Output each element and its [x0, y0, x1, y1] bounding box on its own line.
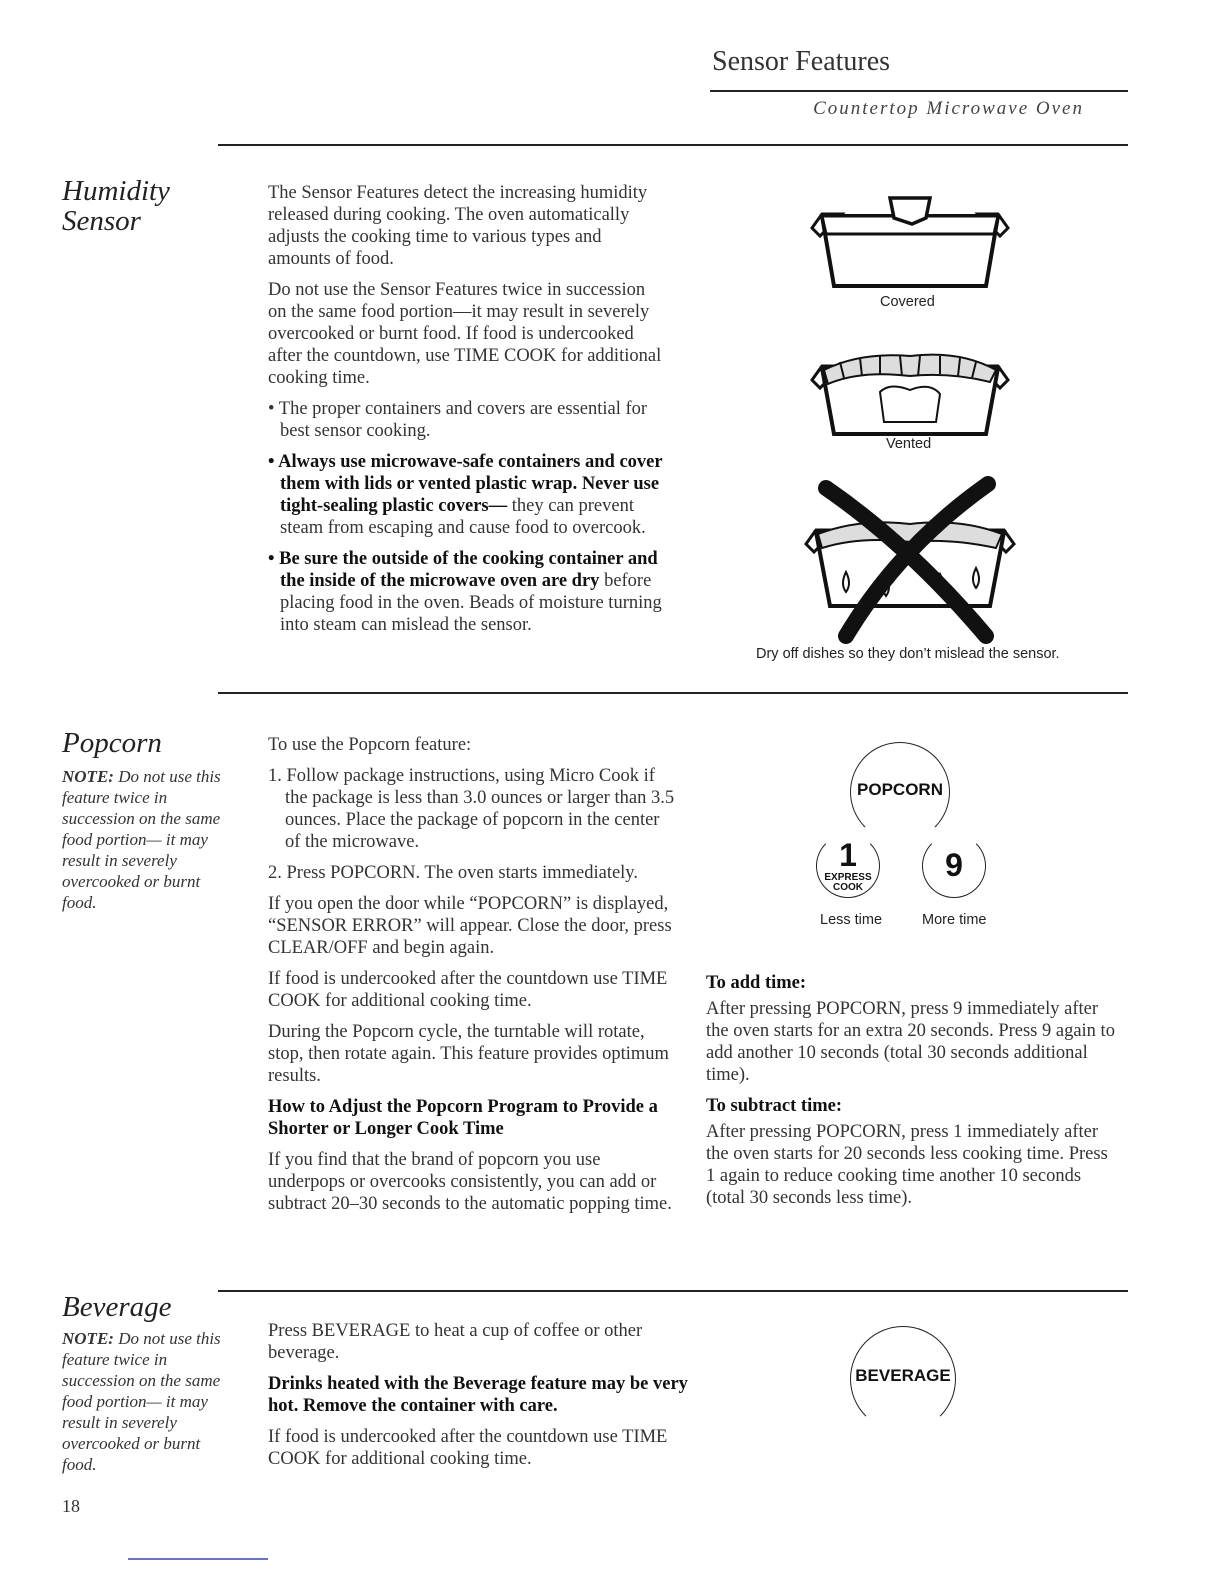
humidity-body [268, 182, 668, 645]
popcorn-intro: To use the Popcorn feature: [268, 735, 472, 755]
popcorn-step-1-text: Follow package instructions, using Micro Cook if the package is less than 3.0 ounces or larger than 3.5 ounces. Place the package of popcorn in the center of the microwave. [285, 766, 675, 852]
caption-vented: Vented [886, 436, 932, 452]
beverage-paragraph-1: Press BEVERAGE to heat a cup of coffee or other beverage. [268, 1321, 643, 1363]
humidity-bullet-3-bold: • Be sure the outside of the cooking container and the inside of the microwave oven are dry [268, 549, 658, 591]
humidity-bullet-2-rest: they can prevent steam from escaping and cause food to overcook. [280, 496, 646, 538]
more-time-label: More time [922, 912, 987, 928]
popcorn-step-2-number: 2. [268, 863, 282, 883]
subtract-time-heading: To subtract time: [706, 1096, 842, 1116]
section-rule-top [218, 144, 1128, 146]
beverage-button-label: BEVERAGE [855, 1366, 951, 1385]
subtract-time-text: After pressing POPCORN, press 1 immediately after the oven starts for 20 seconds less cooking time. Press 1 again to reduce cooking time another 10 seconds (total 30 seconds less time). [706, 1122, 1108, 1208]
footer-link-line [128, 1558, 268, 1560]
humidity-bullet-2-bold: • Always use microwave-safe containers and cover them with lids or vented plastic wrap. Never use tight-sealing plastic covers— [268, 452, 663, 516]
popcorn-step-2 [268, 862, 678, 884]
humidity-title-line2: Sensor [62, 205, 141, 237]
popcorn-note-label: NOTE: [62, 767, 114, 786]
humidity-bullet-3-rest: before placing food in the oven. Beads of moisture turning into steam can mislead the sensor. [280, 571, 662, 635]
add-time-text: After pressing POPCORN, press 9 immediately after the oven starts for an extra 20 seconds. Press 9 again to add another 10 seconds (total 30 seconds additional time). [706, 999, 1115, 1085]
humidity-sensor-title [62, 176, 170, 236]
humidity-bullet-3 [268, 548, 668, 636]
popcorn-step-1 [268, 765, 678, 853]
number-9-digit: 9 [945, 847, 963, 883]
popcorn-note-text: Do not use this feature twice in succession on the same food portion— it may result in severely overcooked or burnt food. [62, 767, 221, 912]
beverage-warning-wrap [268, 1373, 688, 1417]
page-number: 18 [62, 1496, 80, 1516]
add-time-heading-wrap [706, 972, 1116, 994]
popcorn-undercooked-paragraph: If food is undercooked after the countdown use TIME COOK for additional cooking time. [268, 969, 668, 1011]
express-cook-sub-1: EXPRESS [824, 872, 872, 883]
popcorn-time-adjust [706, 972, 1116, 1218]
popcorn-adjust-paragraph: If you find that the brand of popcorn you use underpops or overcooks consistently, you can add or subtract 20–30 seconds to the automatic popping time. [268, 1150, 672, 1214]
popcorn-title: Popcorn [62, 727, 162, 759]
header-rule [710, 90, 1128, 92]
caption-covered: Covered [880, 294, 935, 310]
popcorn-adjust-heading: How to Adjust the Popcorn Program to Provide a Shorter or Longer Cook Time [268, 1097, 658, 1139]
humidity-bullet-1: • The proper containers and covers are essential for best sensor cooking. [268, 399, 648, 441]
popcorn-step-2-text: Press POPCORN. The oven starts immediately. [286, 863, 638, 883]
add-time-heading: To add time: [706, 973, 807, 993]
subtract-time-heading-wrap [706, 1095, 1116, 1117]
wet-dish-crossed-illustration [790, 476, 1030, 646]
humidity-bullet-2 [268, 451, 668, 539]
popcorn-note [62, 766, 232, 913]
caption-dry-off: Dry off dishes so they don’t mislead the sensor. [756, 646, 1060, 662]
popcorn-button-label: POPCORN [857, 780, 943, 799]
covered-dish-illustration [800, 186, 1020, 296]
less-time-label: Less time [820, 912, 883, 928]
beverage-warning: Drinks heated with the Beverage feature may be very hot. Remove the container with care. [268, 1374, 688, 1416]
page-title: Sensor Features [712, 46, 891, 77]
popcorn-adjust-heading-wrap [268, 1096, 678, 1140]
express-cook-1-button[interactable] [816, 834, 880, 898]
humidity-paragraph-2: Do not use the Sensor Features twice in succession on the same food portion—it may result in severely overcooked or burnt food. If food is undercooked after the countdown, use TIME COOK for additional cooking time. [268, 280, 662, 388]
beverage-note-label: NOTE: [62, 1329, 114, 1348]
humidity-title-line1: Humidity [62, 175, 170, 207]
page-subtitle: Countertop Microwave Oven [813, 98, 1084, 119]
beverage-note-text: Do not use this feature twice in succession on the same food portion— it may result in severely overcooked or burnt food. [62, 1329, 221, 1474]
express-cook-1-digit: 1 [839, 837, 857, 873]
popcorn-cycle-paragraph: During the Popcorn cycle, the turntable will rotate, stop, then rotate again. This feature provides optimum results. [268, 1022, 669, 1086]
humidity-paragraph-1: The Sensor Features detect the increasing humidity released during cooking. The oven automatically adjusts the cooking time to various types and amounts of food. [268, 183, 648, 269]
express-cook-sub-2: COOK [833, 882, 863, 893]
beverage-title: Beverage [62, 1291, 172, 1323]
section-rule-beverage [218, 1290, 1128, 1292]
popcorn-body [268, 734, 678, 1224]
number-9-button[interactable] [922, 834, 986, 898]
popcorn-step-1-number: 1. [268, 766, 282, 786]
popcorn-door-paragraph: If you open the door while “POPCORN” is displayed, “SENSOR ERROR” will appear. Close the door, press CLEAR/OFF and begin again. [268, 894, 672, 958]
beverage-paragraph-2: If food is undercooked after the countdown use TIME COOK for additional cooking time. [268, 1427, 668, 1469]
section-rule-popcorn [218, 692, 1128, 694]
beverage-note [62, 1328, 232, 1475]
vented-dish-illustration [800, 342, 1020, 438]
beverage-body [268, 1320, 688, 1479]
